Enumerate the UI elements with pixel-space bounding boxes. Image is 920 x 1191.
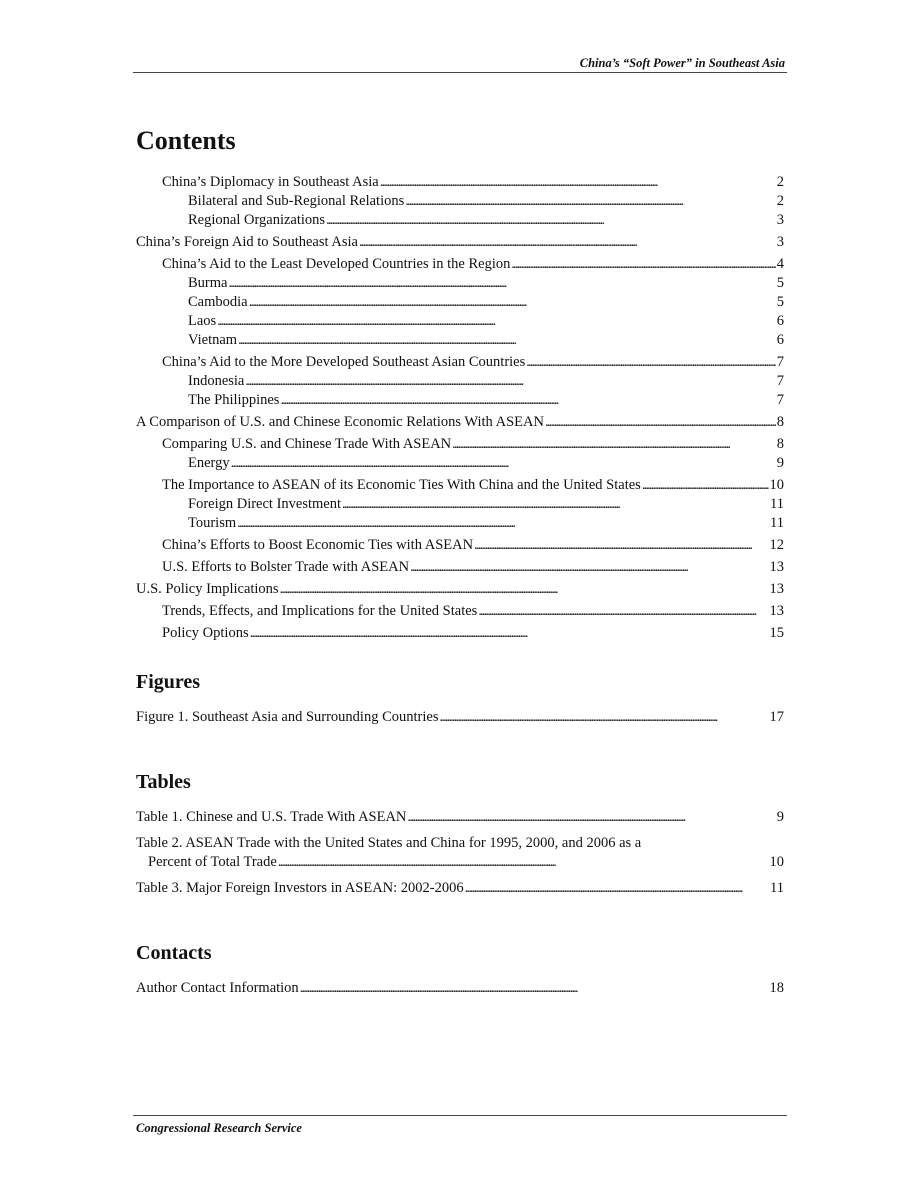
toc-entry-page: 9 <box>776 809 784 825</box>
toc-entry-page: 8 <box>776 436 784 452</box>
toc-entry-title: Author Contact Information <box>136 980 299 996</box>
toc-entry-title-line1: Table 2. ASEAN Trade with the United States and China for 1995, 2000, and 2006 as a <box>136 835 642 851</box>
toc-entry[interactable] <box>136 274 784 293</box>
toc-entry-title: Indonesia <box>188 373 245 389</box>
toc-entry-title-line2: Percent of Total Trade <box>148 854 277 870</box>
toc-entry-page: 15 <box>769 625 784 641</box>
toc-entry[interactable] <box>136 435 784 454</box>
tables-heading: Tables <box>136 771 191 793</box>
toc-entry-title: Cambodia <box>188 294 248 310</box>
toc-entry-title: Figure 1. Southeast Asia and Surrounding Countries <box>136 709 439 725</box>
toc-entry-table-3[interactable] <box>136 879 784 898</box>
toc-entry-title: U.S. Efforts to Bolster Trade with ASEAN <box>162 559 410 575</box>
toc-entry[interactable] <box>136 233 784 252</box>
toc-entry[interactable] <box>136 514 784 533</box>
toc-entry-page: 3 <box>776 234 784 250</box>
toc-entry-page: 11 <box>770 515 784 531</box>
toc-entry-title: Regional Organizations <box>188 212 326 228</box>
toc-entry[interactable] <box>136 353 784 372</box>
toc-entry[interactable] <box>136 495 784 514</box>
running-header: China’s “Soft Power” in Southeast Asia <box>579 56 785 70</box>
toc-entry-page: 6 <box>776 332 784 348</box>
toc-entry-page: 6 <box>776 313 784 329</box>
toc-entry[interactable] <box>136 580 784 599</box>
toc-entry-title: Table 3. Major Foreign Investors in ASEAN: 2002-2006 <box>136 880 464 896</box>
toc-entry[interactable] <box>136 293 784 312</box>
toc-entry-page: 13 <box>769 581 784 597</box>
toc-entry-title: A Comparison of U.S. and Chinese Economic Relations With ASEAN <box>136 414 544 430</box>
toc-entry-author-contact[interactable] <box>136 979 784 998</box>
toc-entry[interactable] <box>136 173 784 192</box>
toc-entry[interactable] <box>136 476 784 495</box>
toc-entry-title: U.S. Policy Implications <box>136 581 279 597</box>
contents-list <box>136 173 784 643</box>
toc-entry[interactable] <box>136 413 784 432</box>
toc-entry-title: China’s Aid to the Least Developed Countries in the Region <box>162 256 511 272</box>
toc-entry-title: Comparing U.S. and Chinese Trade With ASEAN <box>162 436 452 452</box>
figures-heading: Figures <box>136 671 201 693</box>
toc-entry-page: 5 <box>776 294 784 310</box>
toc-entry-page: 4 <box>776 256 784 272</box>
toc-entry-title: Laos <box>188 313 217 329</box>
toc-entry[interactable] <box>136 536 784 555</box>
toc-entry[interactable] <box>136 558 784 577</box>
toc-entry-page: 10 <box>769 854 784 870</box>
toc-entry[interactable] <box>136 192 784 211</box>
toc-entry-title: Vietnam <box>188 332 238 348</box>
toc-entry[interactable] <box>136 624 784 643</box>
toc-entry[interactable] <box>136 602 784 621</box>
tables-list <box>136 808 784 898</box>
toc-entry-page: 5 <box>776 275 784 291</box>
toc-entry-title: Bilateral and Sub-Regional Relations <box>188 193 405 209</box>
toc-entry-title: Table 1. Chinese and U.S. Trade With ASEAN <box>136 809 407 825</box>
toc-entry-title: The Importance to ASEAN of its Economic Ties With China and the United States <box>162 477 641 493</box>
toc-entry-title: Burma <box>188 275 228 291</box>
toc-entry-title: China’s Aid to the More Developed Southeast Asian Countries <box>162 354 526 370</box>
toc-entry-title: Policy Options <box>162 625 249 641</box>
toc-entry-page: 2 <box>776 174 784 190</box>
contacts-list <box>136 979 784 998</box>
toc-entry-page: 9 <box>776 455 784 471</box>
header-rule <box>133 72 787 73</box>
toc-entry-title: Foreign Direct Investment <box>188 496 342 512</box>
toc-entry[interactable] <box>136 312 784 331</box>
toc-entry-title: China’s Efforts to Boost Economic Ties with ASEAN <box>162 537 474 553</box>
toc-entry-page: 18 <box>769 980 784 996</box>
running-footer: Congressional Research Service <box>136 1121 302 1135</box>
toc-entry-page: 7 <box>776 392 784 408</box>
toc-entry-page: 13 <box>769 559 784 575</box>
toc-entry-page: 2 <box>776 193 784 209</box>
footer-rule <box>133 1115 787 1116</box>
contents-heading: Contents <box>136 126 236 155</box>
toc-entry-page: 10 <box>769 477 784 493</box>
toc-entry-title: Energy <box>188 455 230 471</box>
toc-entry-page: 11 <box>770 496 784 512</box>
toc-entry[interactable] <box>136 454 784 473</box>
toc-entry[interactable] <box>136 331 784 350</box>
toc-entry[interactable] <box>136 211 784 230</box>
toc-entry-page: 3 <box>776 212 784 228</box>
toc-entry-page: 8 <box>776 414 784 430</box>
toc-entry-title: The Philippines <box>188 392 280 408</box>
toc-entry[interactable] <box>136 391 784 410</box>
toc-entry-table-1[interactable] <box>136 808 784 827</box>
toc-entry-page: 11 <box>770 880 784 896</box>
toc-entry-figure-1[interactable] <box>136 708 784 727</box>
contacts-heading: Contacts <box>136 942 212 964</box>
toc-entry-title: Trends, Effects, and Implications for the United States <box>162 603 478 619</box>
toc-entry-title: China’s Diplomacy in Southeast Asia <box>162 174 379 190</box>
toc-entry-title: China’s Foreign Aid to Southeast Asia <box>136 234 358 250</box>
toc-entry[interactable] <box>136 372 784 391</box>
toc-entry-page: 7 <box>776 373 784 389</box>
toc-entry-page: 13 <box>769 603 784 619</box>
toc-entry-page: 7 <box>776 354 784 370</box>
toc-entry[interactable] <box>136 255 784 274</box>
figures-list <box>136 708 784 727</box>
toc-entry-page: 12 <box>769 537 784 553</box>
toc-entry-page: 17 <box>769 709 784 725</box>
toc-entry-table-2[interactable] <box>136 834 784 872</box>
toc-entry-title: Tourism <box>188 515 237 531</box>
